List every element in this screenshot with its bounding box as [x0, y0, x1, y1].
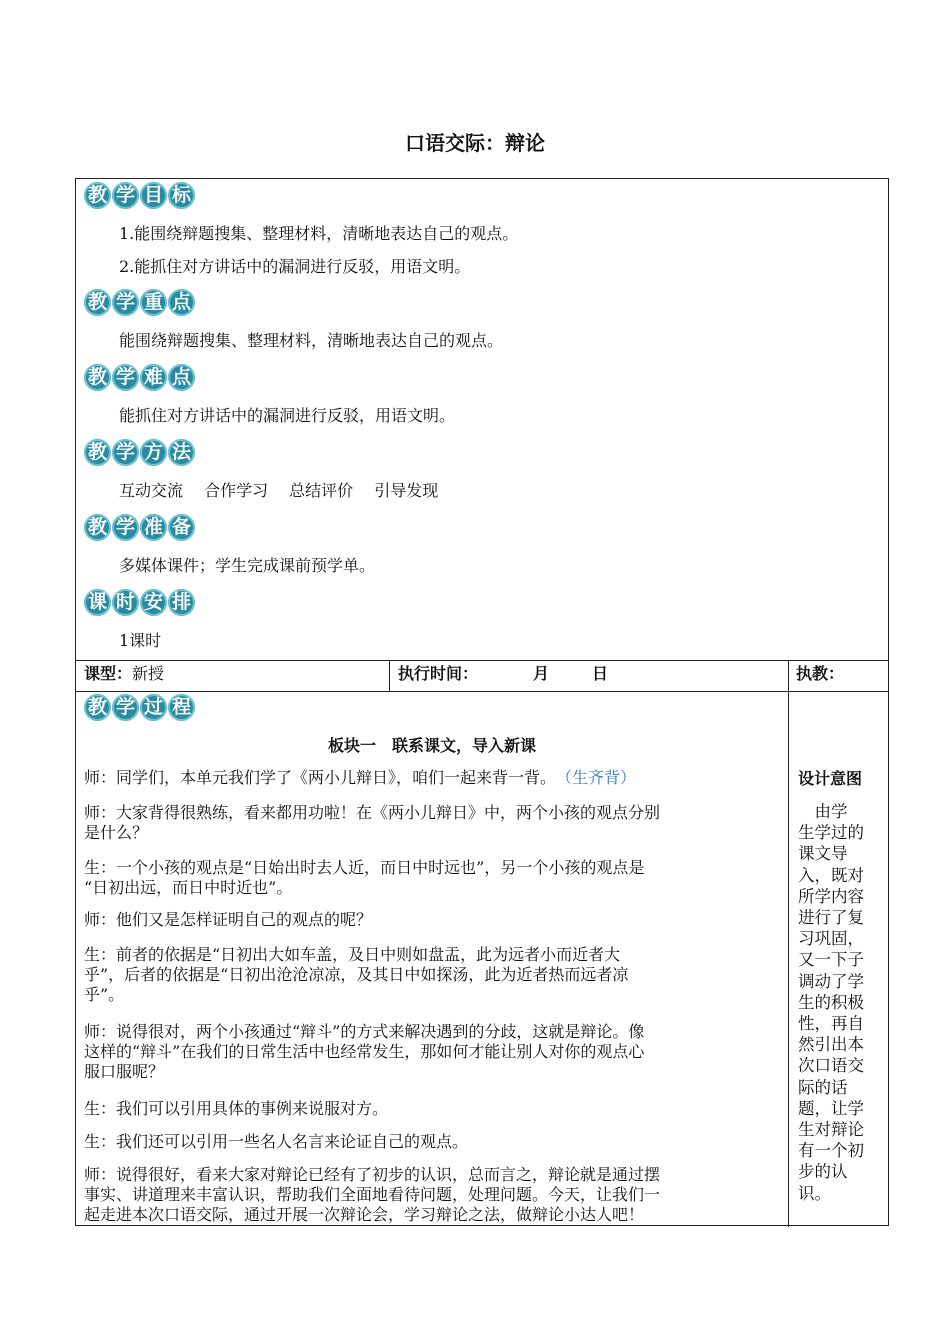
- dialog-item: 生：前者的依据是“日初出大如车盖，及日中则如盘盂，此为远者小而近者大 乎”，后者的依据是“日初出沧沧凉凉，及其日中如探汤，此为近者热而远者凉 乎”。: [84, 945, 629, 1004]
- badge-key-points: 教 学 重 点: [84, 289, 195, 316]
- dialog-item: 师：大家背得很熟练，看来都用功啦！在《两小儿辩日》中，两个小孩的观点分别 是什么？: [84, 803, 661, 842]
- dialog-item: 师：说得很对，两个小孩通过“辩斗”的方式来解决遇到的分歧，这就是辩论。像 这样的“辩斗”在我们的日常生活中也经常发生，那如何才能让别人对你的观点心 服口服呢？: [84, 1022, 645, 1081]
- badge-methods: 教 学 方 法: [84, 439, 195, 466]
- dialog-item: 生：我们可以引用具体的事例来说服对方。: [84, 1099, 389, 1118]
- dialog-item: 生：一个小孩的观点是“日始出时去人近，而日中时远也”，另一个小孩的观点是 “日初出远，而日中时近也”。: [84, 858, 645, 897]
- badge-teaching-process: 教 学 过 程: [84, 694, 195, 721]
- methods-text: 互动交流 合作学习 总结评价 引导发现: [119, 481, 439, 500]
- badge-difficulty: 教 学 难 点: [84, 364, 195, 391]
- dialog-item: 师：同学们，本单元我们学了《两小儿辩日》，咱们一起来背一背。（生齐背）: [84, 768, 637, 787]
- class-recite-cue: （生齐背）: [556, 768, 637, 787]
- execution-time-label: 执行时间：: [398, 664, 479, 683]
- design-intent-text: 由学 生学过的 课文导 入，既对 所学内容 进行了复 习巩固， 又一下子 调动了学 生的积极 性，再自 然引出本 次口语交 际的话 题，让学 生对辩论 有一个初 步的认 识。: [798, 802, 864, 1203]
- divider: [389, 660, 390, 691]
- badge-teaching-goals: 教 学 目 标: [84, 182, 195, 209]
- badge-schedule: 课 时 安 排: [84, 589, 195, 616]
- month-label: 月: [533, 664, 550, 683]
- course-type-value: 新授: [132, 664, 165, 683]
- dialog-item: 生：我们还可以引用一些名人名言来论证自己的观点。: [84, 1132, 469, 1151]
- teacher-label: 执教：: [796, 664, 845, 683]
- page-title: 口语交际：辩论: [405, 131, 545, 155]
- lesson-plan-table: [75, 178, 889, 1226]
- divider: [76, 691, 888, 692]
- preparation-text: 多媒体课件；学生完成课前预学单。: [119, 556, 376, 575]
- goal-item-1: 1.能围绕辩题搜集、整理材料，清晰地表达自己的观点。: [119, 224, 519, 243]
- schedule-text: 1课时: [119, 631, 162, 650]
- dialog-item: 师：他们又是怎样证明自己的观点的呢？: [84, 910, 373, 929]
- key-point-text: 能围绕辩题搜集、整理材料，清晰地表达自己的观点。: [119, 331, 504, 350]
- difficulty-text: 能抓住对方讲话中的漏洞进行反驳，用语文明。: [119, 406, 456, 425]
- badge-preparation: 教 学 准 备: [84, 514, 195, 541]
- block-title: 板块一 联系课文，导入新课: [327, 736, 536, 755]
- divider: [76, 660, 888, 661]
- day-label: 日: [592, 664, 609, 683]
- design-intent-label: 设计意图: [798, 769, 863, 788]
- dialog-item: 师：说得很好，看来大家对辩论已经有了初步的认识，总而言之，辩论就是通过摆 事实、讲道理来丰富认识，帮助我们全面地看待问题，处理问题。今天，让我们一 起走进本次口语交际，通过开展一次辩论会，学习辩论之法，做辩论小达人吧！: [84, 1165, 661, 1224]
- course-type-label: 课型：: [84, 664, 133, 683]
- divider: [788, 660, 789, 1227]
- goal-item-2: 2.能抓住对方讲话中的漏洞进行反驳，用语文明。: [119, 257, 471, 276]
- course-type: [84, 664, 164, 684]
